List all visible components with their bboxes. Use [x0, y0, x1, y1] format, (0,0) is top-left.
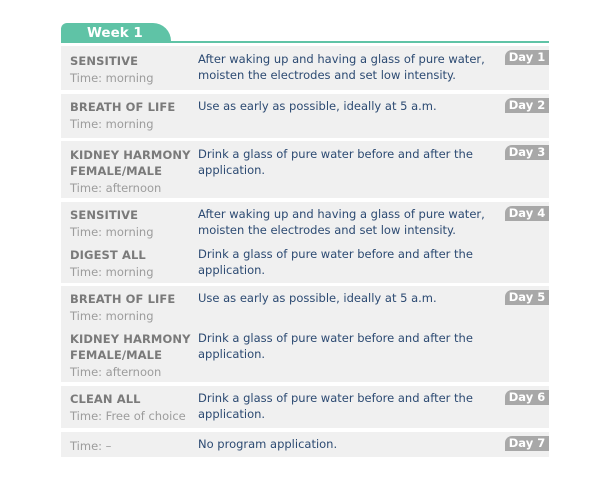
program-info	[70, 99, 195, 133]
program-info	[70, 331, 195, 381]
program-instructions	[198, 207, 498, 238]
day-badge: Day 7	[505, 436, 549, 451]
day-block	[61, 386, 549, 428]
program-instructions	[198, 391, 498, 422]
program-time: Time: morning	[70, 265, 154, 279]
instruction-line: application.	[198, 346, 266, 361]
day-block	[61, 286, 549, 382]
day-badge: Day 6	[505, 390, 549, 405]
program-info	[70, 247, 195, 281]
program-instructions	[198, 147, 498, 178]
day-block	[61, 46, 549, 90]
week-tab	[61, 23, 171, 42]
program-info	[70, 437, 195, 455]
program-instructions	[198, 99, 498, 115]
instruction-line: Use as early as possible, ideally at 5 a.m.	[198, 291, 437, 305]
program-name: CLEAN ALL	[70, 392, 141, 406]
day-block	[61, 94, 549, 138]
day-block	[61, 432, 549, 457]
day-badge: Day 3	[505, 145, 549, 160]
instruction-line: After waking up and having a glass of pure water,	[198, 207, 485, 221]
instruction-line: Drink a glass of pure water before and after the	[198, 147, 473, 161]
instruction-line: Drink a glass of pure water before and after the	[198, 391, 473, 405]
program-instructions	[198, 437, 498, 453]
program-time: Time: –	[70, 439, 112, 453]
program-time: Time: morning	[70, 71, 154, 85]
day-block	[61, 202, 549, 283]
day-badge: Day 4	[505, 206, 549, 221]
program-time: Time: morning	[70, 309, 154, 323]
instruction-line: Use as early as possible, ideally at 5 a.m.	[198, 99, 437, 113]
program-time: Time: Free of choice	[70, 409, 186, 423]
program-name: KIDNEY HARMONY	[70, 332, 191, 346]
program-info	[70, 53, 195, 87]
instruction-line: No program application.	[198, 437, 338, 451]
instruction-line: Drink a glass of pure water before and after the	[198, 331, 473, 345]
program-instructions	[198, 247, 498, 278]
program-time: Time: morning	[70, 225, 154, 239]
program-info	[70, 147, 195, 197]
program-info	[70, 391, 195, 425]
program-name: KIDNEY HARMONY	[70, 148, 191, 162]
instruction-line: application.	[198, 162, 266, 177]
program-name: DIGEST ALL	[70, 248, 146, 262]
program-instructions	[198, 331, 498, 362]
program-name: SENSITIVE	[70, 208, 139, 222]
instruction-line: application.	[198, 406, 266, 421]
instruction-line: Drink a glass of pure water before and after the	[198, 247, 473, 261]
program-info	[70, 207, 195, 241]
day-badge: Day 5	[505, 290, 549, 305]
week-divider	[61, 41, 549, 43]
day-badge: Day 2	[505, 98, 549, 113]
instruction-line: application.	[198, 262, 266, 277]
day-block	[61, 141, 549, 198]
instruction-line: After waking up and having a glass of pure water,	[198, 52, 485, 66]
program-time: Time: afternoon	[70, 181, 162, 195]
program-instructions	[198, 291, 498, 307]
program-info	[70, 291, 195, 325]
program-name: BREATH OF LIFE	[70, 292, 176, 306]
day-badge: Day 1	[505, 50, 549, 65]
program-time: Time: morning	[70, 117, 154, 131]
instruction-line: moisten the electrodes and set low intensity.	[198, 67, 456, 82]
instruction-line: moisten the electrodes and set low intensity.	[198, 222, 456, 237]
program-instructions	[198, 52, 498, 83]
program-name: FEMALE/MALE	[70, 164, 163, 178]
program-name: SENSITIVE	[70, 54, 139, 68]
program-time: Time: afternoon	[70, 365, 162, 379]
week-label: Week 1	[87, 25, 143, 41]
program-name: FEMALE/MALE	[70, 348, 163, 362]
program-name: BREATH OF LIFE	[70, 100, 176, 114]
